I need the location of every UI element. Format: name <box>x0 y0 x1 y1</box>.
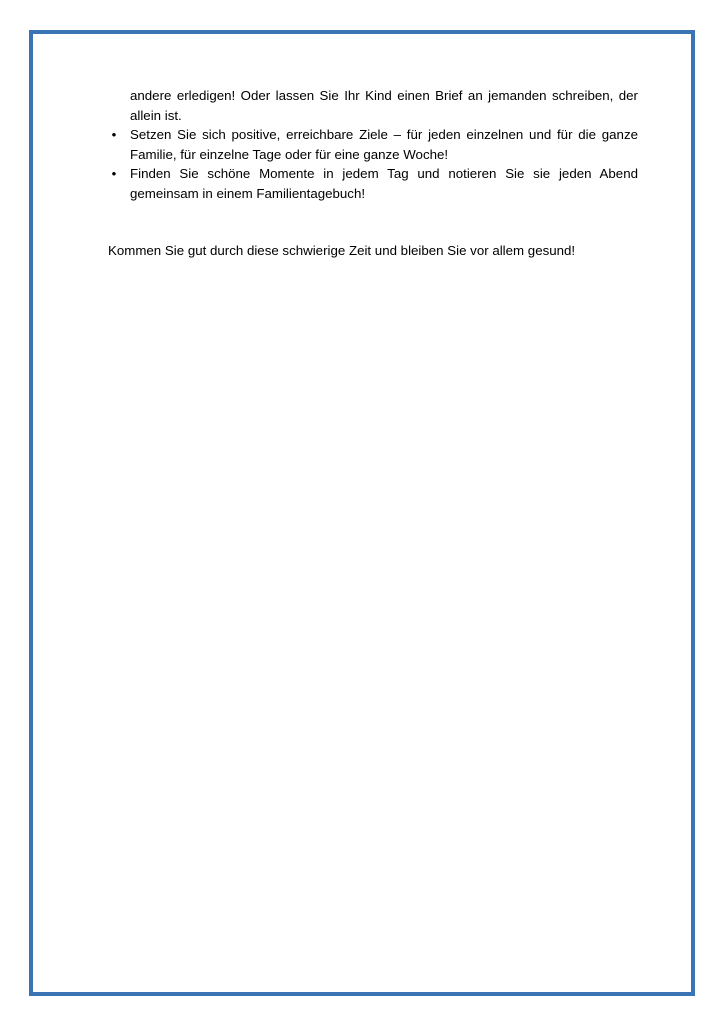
bullet-list <box>108 125 638 203</box>
closing-paragraph: Kommen Sie gut durch diese schwierige Zeit und bleiben Sie vor allem gesund! <box>108 243 576 258</box>
continuation-paragraph: andere erledigen! Oder lassen Sie Ihr Kind einen Brief an jemanden schreiben, der allein ist. <box>130 88 638 123</box>
document-body <box>108 86 638 261</box>
bullet-text: Finden Sie schöne Momente in jedem Tag und notieren Sie sie jeden Abend gemeinsam in einem Familientagebuch! <box>130 166 638 201</box>
bullet-text: Setzen Sie sich positive, erreichbare Ziele – für jeden einzelnen und für die ganze Familie, für einzelne Tage oder für eine ganze Woche! <box>130 127 638 162</box>
bullet-icon: • <box>111 166 117 181</box>
list-item <box>108 125 638 164</box>
bullet-icon: • <box>111 127 117 142</box>
list-item <box>108 164 638 203</box>
